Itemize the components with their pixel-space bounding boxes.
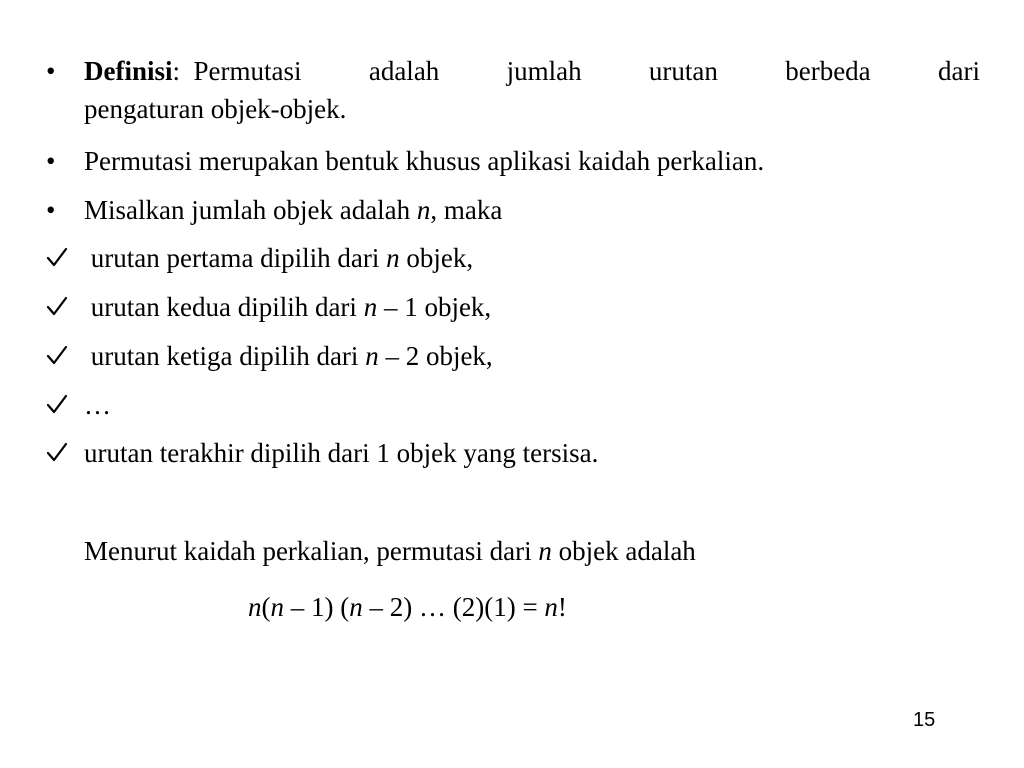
formula-part: – 2) … (2)(1) = [362,592,545,622]
variable-n: n [365,341,379,371]
variable-n: n [416,195,431,225]
checkmark-icon [46,295,68,317]
check-text [84,340,493,372]
formula-part: ! [557,592,567,622]
definition-line-2: pengaturan objek-objek. [84,94,347,124]
checkmark-icon [46,344,68,366]
definition-word: jumlah [506,56,582,86]
formula-part: ( [261,592,271,622]
variable-n: n [538,536,552,566]
definition-line-1 [84,55,980,87]
definition-word: adalah [368,56,440,86]
definition-lead [84,55,302,87]
definition-word: dari [937,56,980,86]
text-segment: objek, [399,243,474,273]
text-segment: – 1 objek, [377,292,492,322]
text-segment: – 2 objek, [378,341,493,371]
text-segment: urutan pertama dipilih dari [84,243,387,273]
text-segment: Menurut kaidah perkalian, permutasi dari [84,536,539,566]
checkmark-icon [46,246,68,268]
permutation-formula [248,591,567,623]
text-segment: urutan ketiga dipilih dari [84,341,366,371]
definition-word: urutan [648,56,718,86]
bullet-marker: • [46,195,56,225]
variable-n: n [349,592,363,622]
definition-word: Permutasi [193,56,302,86]
text-segment: urutan kedua dipilih dari [84,292,364,322]
text-segment: objek adalah [551,536,696,566]
variable-n: n [386,243,400,273]
variable-n: n [363,292,378,322]
variable-n: n [270,592,284,622]
definition-term: Definisi [84,56,173,86]
text-segment: , maka [430,195,503,225]
formula-part: – 1) ( [284,592,350,622]
bullet-text: Permutasi merupakan bentuk khusus aplikasi kaidah perkalian. [84,146,765,176]
definition-colon: : [172,56,181,86]
text-segment: Misalkan jumlah objek adalah [84,195,417,225]
variable-n: n [248,592,262,622]
check-text: … [84,390,111,420]
checkmark-icon [46,441,68,463]
bullet-marker: • [46,56,56,86]
check-text [84,242,473,274]
definition-word: berbeda [785,56,871,86]
bullet-marker: • [46,146,56,176]
check-text [84,291,491,323]
checkmark-icon [46,393,68,415]
definition-paragraph [84,55,980,125]
variable-n: n [544,592,558,622]
check-text: urutan terakhir dipilih dari 1 objek yang tersisa. [84,438,599,468]
conclusion-text [84,535,696,567]
page-number: 15 [913,709,936,731]
bullet-text [84,194,502,226]
